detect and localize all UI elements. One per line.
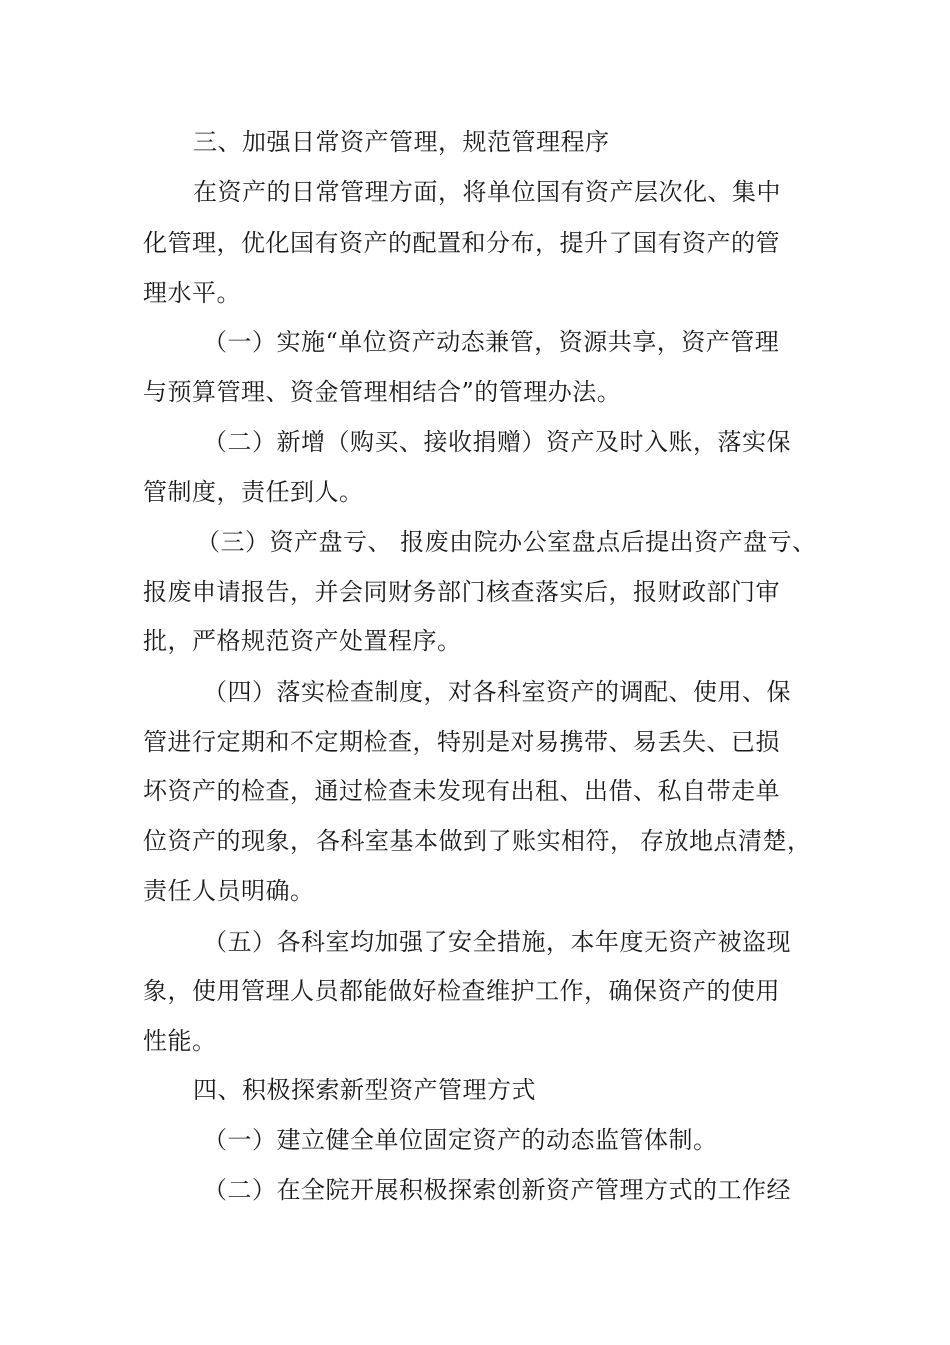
paragraph-line: 报废申请报告，并会同财务部门核查落实后，报财政部门审: [143, 578, 780, 606]
paragraph-line: 位资产的现象，: [143, 827, 315, 855]
paragraph-line: （一）建立健全单位固定资产的动态监管体制。: [203, 1126, 718, 1154]
paragraph-line: 存放地点清楚，: [640, 827, 812, 855]
paragraph-line: （五）各科室均加强了安全措施，本年度无资产被盗现: [203, 928, 791, 956]
paragraph-line: 管制度，责任到人。: [143, 478, 364, 506]
paragraph-line: 与预算管理、资金管理相结合”的管理办法。: [143, 378, 622, 406]
section-heading-4: 四、积极探索新型资产管理方式: [193, 1076, 536, 1104]
section-heading-3: 三、加强日常资产管理，规范管理程序: [193, 128, 610, 156]
paragraph-line: 各科室基本做到了账实相符，: [316, 827, 635, 855]
paragraph-line: 象，使用管理人员都能做好检查维护工作，确保资产的使用: [143, 977, 780, 1005]
paragraph-line: 理水平。: [143, 279, 241, 307]
paragraph-line: （一）实施“单位资产动态兼管，资源共享，资产管理: [203, 328, 780, 356]
paragraph-line: （四）落实检查制度，对各科室资产的调配、使用、保: [203, 678, 791, 706]
paragraph-line: 坏资产的检查，通过检查未发现有出租、出借、私自带走单: [143, 777, 780, 805]
paragraph-line: 在资产的日常管理方面，将单位国有资产层次化、集中: [193, 178, 781, 206]
paragraph-line: 性能。: [143, 1027, 217, 1055]
paragraph-line: 批，严格规范资产处置程序。: [143, 627, 462, 655]
paragraph-line: 管进行定期和不定期检查，特别是对易携带、易丢失、已损: [143, 728, 780, 756]
paragraph-line: 化管理，优化国有资产的配置和分布，提升了国有资产的管: [143, 229, 780, 257]
paragraph-line: （三）资产盘亏、 报废由院办公室盘点后提出资产盘亏、: [196, 528, 817, 556]
paragraph-line: 责任人员明确。: [143, 877, 315, 905]
paragraph-line: （二）在全院开展积极探索创新资产管理方式的工作经: [203, 1176, 791, 1204]
paragraph-line: （二）新增（购买、接收捐赠）资产及时入账，落实保: [203, 428, 791, 456]
